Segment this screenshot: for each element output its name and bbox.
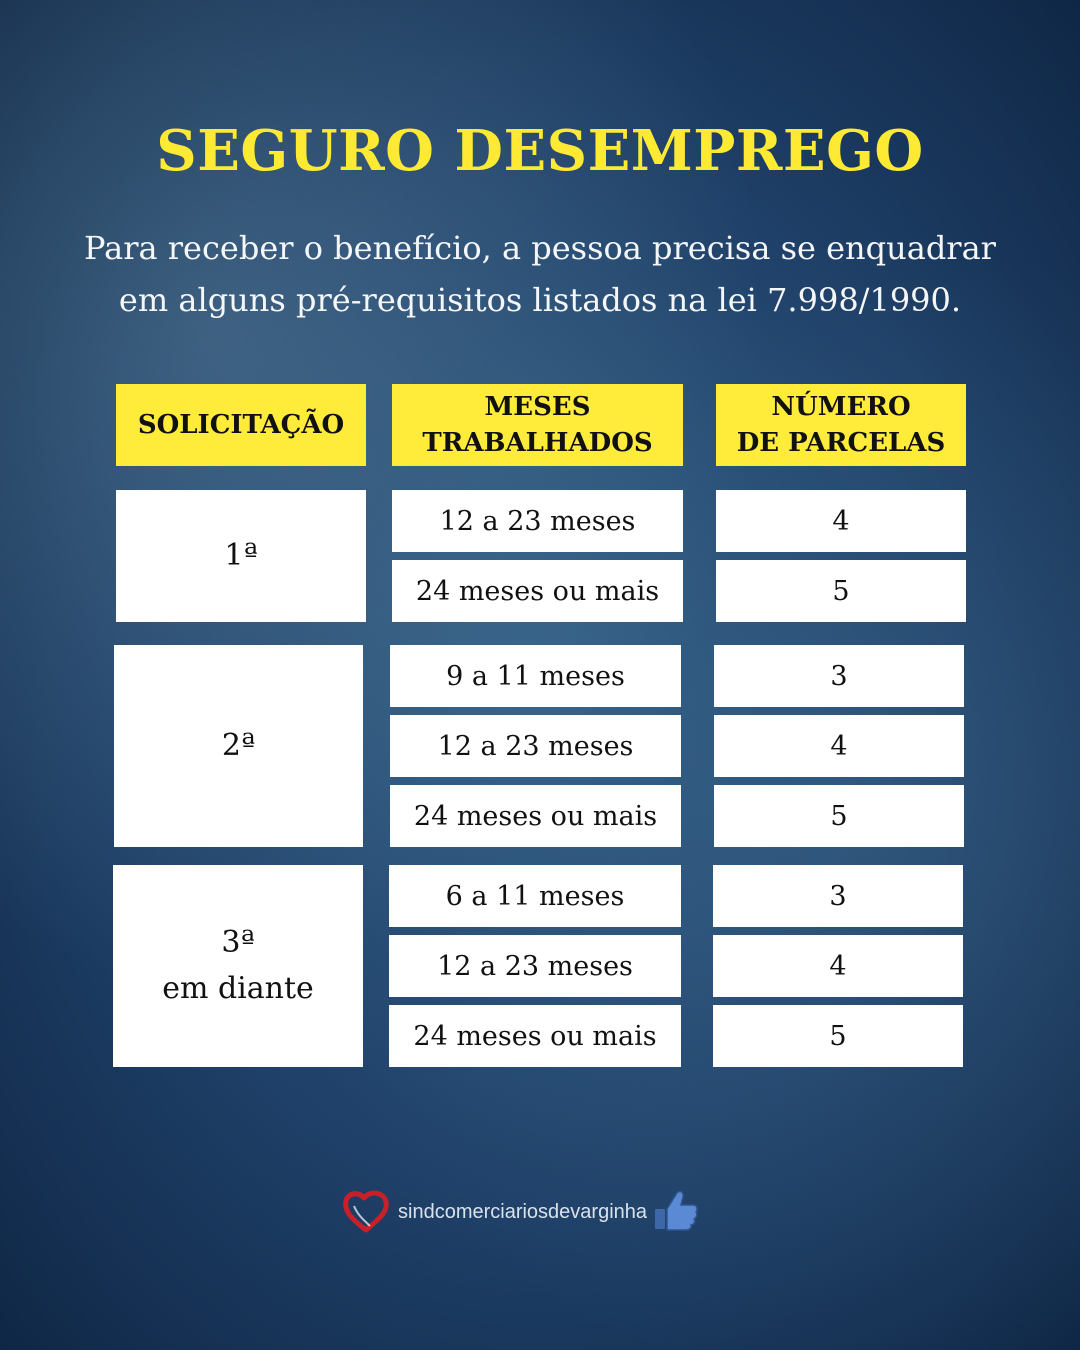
parcelas-cell	[714, 785, 964, 847]
meses-cell	[390, 715, 681, 777]
meses-value: 12 a 23 meses	[439, 505, 636, 537]
parcelas-cell	[713, 865, 963, 927]
thumbs-up-icon	[651, 1187, 699, 1237]
solicitacao-cell-2	[114, 645, 363, 847]
solicitacao-label: 1ª	[224, 538, 258, 573]
meses-cell	[392, 490, 683, 552]
header-solicitacao	[116, 384, 366, 466]
header-meses-line-2: TRABALHADOS	[422, 428, 653, 458]
parcelas-cell	[716, 560, 966, 622]
parcelas-value: 4	[829, 950, 847, 982]
parcelas-cell	[714, 645, 964, 707]
header-numero-parcelas	[716, 384, 966, 466]
solicitacao-label: 2ª	[221, 728, 256, 763]
meses-cell	[389, 935, 681, 997]
parcelas-value: 4	[830, 730, 848, 762]
solicitacao-label: 3ª	[221, 925, 255, 960]
solicitacao-cell-1	[116, 490, 366, 622]
meses-value: 24 meses ou mais	[415, 575, 660, 607]
parcelas-value: 5	[832, 575, 850, 607]
subtitle-line-2: em alguns pré-requisitos listados na lei 7.998/1990.	[118, 281, 962, 319]
header-meses-line-1: MESES	[484, 392, 591, 422]
heart-icon	[340, 1184, 392, 1240]
page-subtitle	[60, 222, 1020, 326]
meses-cell	[392, 560, 683, 622]
parcelas-value: 4	[832, 505, 850, 537]
parcelas-value: 5	[829, 1020, 847, 1052]
header-parcelas-line-1: NÚMERO	[771, 392, 911, 422]
parcelas-cell	[716, 490, 966, 552]
meses-value: 24 meses ou mais	[413, 1020, 657, 1052]
subtitle-line-1: Para receber o benefício, a pessoa precisa se enquadrar	[84, 229, 996, 267]
meses-value: 12 a 23 meses	[437, 730, 634, 762]
header-solicitacao-label: SOLICITAÇÃO	[137, 410, 345, 440]
meses-value: 24 meses ou mais	[413, 800, 658, 832]
meses-value: 9 a 11 meses	[446, 660, 625, 692]
header-meses-trabalhados	[392, 384, 683, 466]
meses-cell	[389, 1005, 681, 1067]
parcelas-cell	[713, 935, 963, 997]
meses-value: 12 a 23 meses	[437, 950, 633, 982]
footer-brand	[340, 1182, 740, 1242]
parcelas-value: 3	[830, 660, 848, 692]
meses-cell	[389, 865, 681, 927]
parcelas-cell	[713, 1005, 963, 1067]
meses-cell	[390, 785, 681, 847]
meses-cell	[390, 645, 681, 707]
parcelas-value: 5	[830, 800, 848, 832]
page-title: SEGURO DESEMPREGO	[156, 118, 924, 184]
parcelas-value: 3	[829, 880, 847, 912]
solicitacao-cell-3	[113, 865, 363, 1067]
meses-value: 6 a 11 meses	[445, 880, 625, 912]
parcelas-cell	[714, 715, 964, 777]
header-parcelas-line-2: DE PARCELAS	[736, 428, 946, 458]
solicitacao-label-line-2: em diante	[162, 971, 314, 1006]
footer-handle: sindcomerciariosdevarginha	[398, 1200, 648, 1223]
